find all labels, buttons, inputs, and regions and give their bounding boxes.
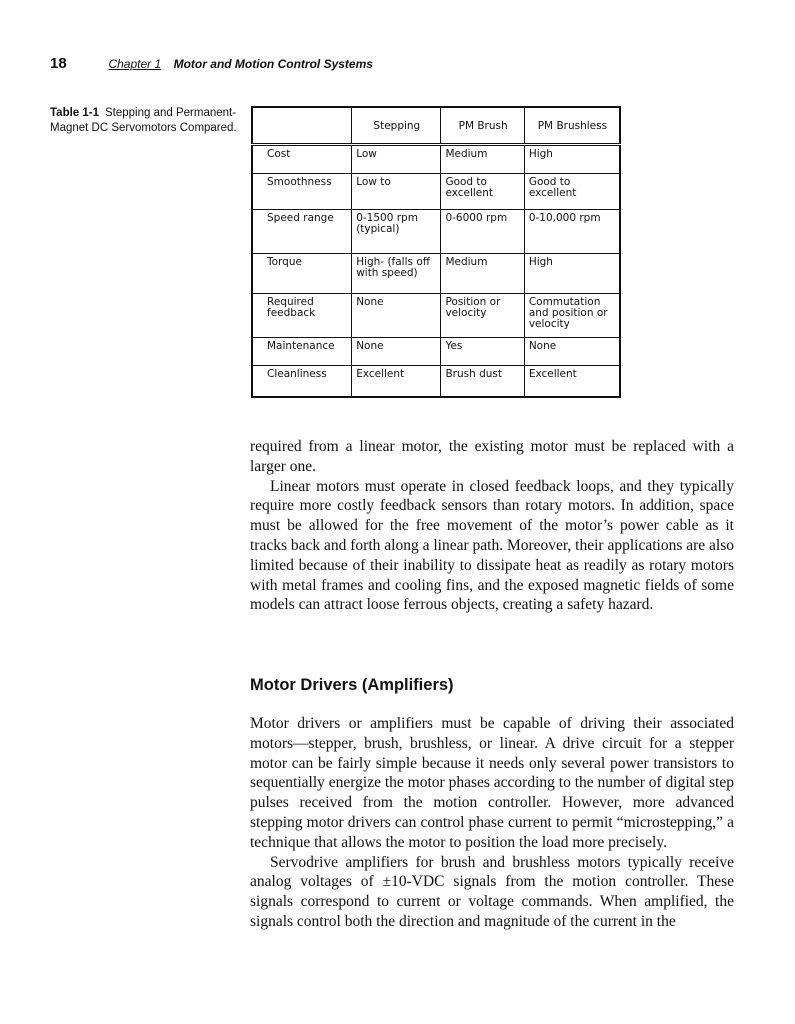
table-row (252, 366, 620, 397)
table-cell: Low to (352, 174, 441, 210)
table-cell: High- (falls off with speed) (352, 254, 441, 294)
table-cell: Commutation and position or velocity (524, 294, 620, 338)
comparison-table (251, 106, 621, 398)
section-heading: Motor Drivers (Amplifiers) (250, 676, 454, 694)
table-row (252, 338, 620, 366)
table-caption-text: Stepping and Permanent-Magnet DC Servomotors Compared. (50, 107, 237, 134)
page-header (50, 55, 373, 73)
body-text-lower (250, 714, 734, 932)
table-cell: Good to excellent (524, 174, 620, 210)
table-cell: None (352, 338, 441, 366)
paragraph: Motor drivers or amplifiers must be capable of driving their associated motors—stepper, brush, brushless, or linear. A drive circuit for a stepper motor can be fairly simple because it needs only several power transistors to sequentially energize the motor phases according to the number of digital step pulses received from the motion controller. However, more advanced stepping motor drivers can control phase current to permit “microstepping,” a technique that allows the motor to position the load more precisely. (250, 715, 734, 851)
paragraph: Linear motors must operate in closed feedback loops, and they typically require more costly feedback sensors than rotary motors. In addition, space must be allowed for the free movement of the motor’s power cable as it tracks back and forth along a linear path. Moreover, their applications are also limited because of their inability to dissipate heat as readily as rotary motors with metal frames and cooling fins, and the exposed magnetic fields of some models can attract loose ferrous objects, creating a safety hazard. (250, 477, 734, 614)
table-cell: Position or velocity (441, 294, 524, 338)
table-cell: None (524, 338, 620, 366)
table-row-label: Required feedback (252, 294, 352, 338)
table-row (252, 145, 620, 174)
table-cell: Good to excellent (441, 174, 524, 210)
table-row-label: Maintenance (252, 338, 352, 366)
table-cell: Excellent (524, 366, 620, 397)
table-cell: Medium (441, 145, 524, 174)
page-number: 18 (50, 55, 67, 72)
table-cell: 0-6000 rpm (441, 210, 524, 254)
table-row-label: Cost (252, 145, 352, 174)
table-row (252, 210, 620, 254)
table-caption (50, 106, 240, 136)
table-cell: Brush dust (441, 366, 524, 397)
table-cell: 0-10,000 rpm (524, 210, 620, 254)
table-row-label: Torque (252, 254, 352, 294)
table-cell: High (524, 254, 620, 294)
table-caption-number: Table 1-1 (50, 107, 99, 119)
table-row-label: Cleanliness (252, 366, 352, 397)
table-header-cell: Stepping (352, 107, 441, 145)
table-row-label: Speed range (252, 210, 352, 254)
table-cell: None (352, 294, 441, 338)
table-cell: Yes (441, 338, 524, 366)
table-cell: High (524, 145, 620, 174)
chapter-label: Chapter 1 (108, 57, 162, 71)
paragraph: required from a linear motor, the existing motor must be replaced with a larger one. (250, 438, 734, 475)
table-header-cell: PM Brush (441, 107, 524, 145)
paragraph: Servodrive amplifiers for brush and brushless motors typically receive analog voltages of ±10-VDC signals from the motion controller. These signals correspond to current or voltage commands. When amplified, the signals control both the direction and magnitude of the current in the (250, 853, 734, 930)
table-header-row (252, 107, 620, 145)
table-header-cell (252, 107, 352, 145)
table-header-cell: PM Brushless (524, 107, 620, 145)
table-row-label: Smoothness (252, 174, 352, 210)
table-row (252, 294, 620, 338)
table-cell: Excellent (352, 366, 441, 397)
table-cell: 0-1500 rpm (typical) (352, 210, 441, 254)
chapter-title: Motor and Motion Control Systems (173, 57, 373, 71)
table-cell: Medium (441, 254, 524, 294)
table-row (252, 254, 620, 294)
body-text-upper (250, 437, 734, 615)
table-cell: Low (352, 145, 441, 174)
table-row (252, 174, 620, 210)
